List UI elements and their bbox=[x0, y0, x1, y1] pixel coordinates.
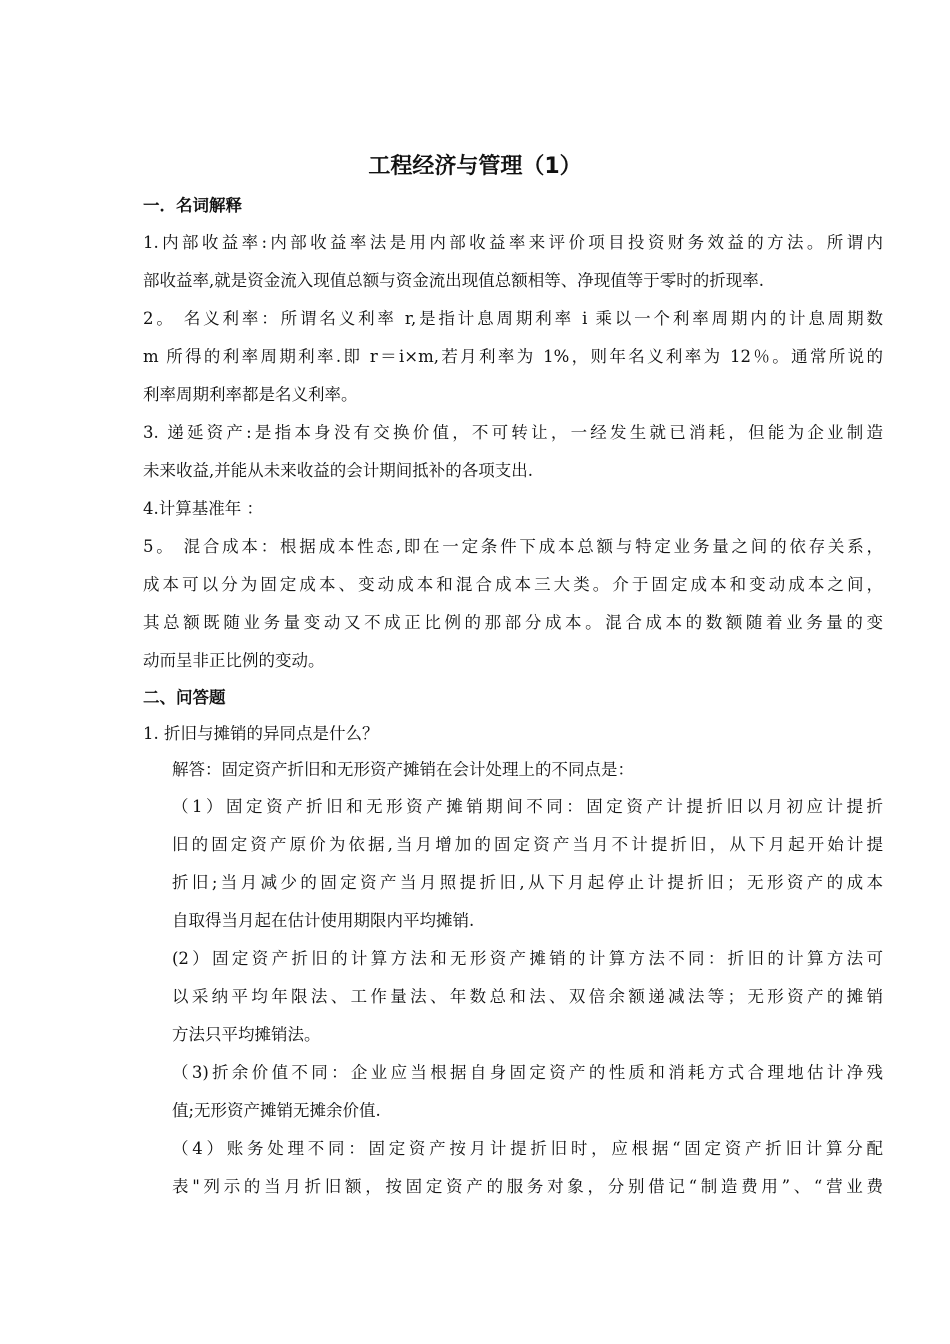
answer-line: 自取得当月起在估计使用期限内平均摊销. bbox=[172, 911, 475, 930]
answer-line: 以采纳平均年限法、工作量法、年数总和法、双倍余额递减法等；无形资产的摊销 bbox=[172, 987, 883, 1006]
answer-line: 旧的固定资产原价为依据,当月增加的固定资产当月不计提折旧，从下月起开始计提 bbox=[172, 835, 883, 854]
paragraph-line: 1.内部收益率:内部收益率法是用内部收益率来评价项目投资财务效益的方法。所谓内 bbox=[143, 233, 883, 252]
paragraph-line: 3. 递延资产:是指本身没有交换价值，不可转让，一经发生就已消耗，但能为企业制造 bbox=[143, 423, 883, 442]
paragraph-line: 4.计算基准年 ： bbox=[143, 499, 263, 518]
answer-intro-line: 解答：固定资产折旧和无形资产摊销在会计处理上的不同点是： bbox=[172, 760, 634, 779]
answer-line: （3)折余价值不同：企业应当根据自身固定资产的性质和消耗方式合理地估计净残 bbox=[172, 1063, 883, 1082]
section-heading-terms: 一．名词解释 bbox=[143, 196, 242, 215]
answer-line: (2）固定资产折旧的计算方法和无形资产摊销的计算方法不同：折旧的计算方法可 bbox=[172, 949, 883, 968]
document-body bbox=[143, 188, 883, 1206]
document-title: 工程经济与管理（1） bbox=[368, 154, 582, 179]
paragraph-line: 其总额既随业务量变动又不成正比例的那部分成本。混合成本的数额随着业务量的变 bbox=[143, 613, 883, 632]
paragraph-line: 部收益率,就是资金流入现值总额与资金流出现值总额相等、净现值等于零时的折现率. bbox=[143, 271, 764, 290]
answer-line: 方法只平均摊销法。 bbox=[172, 1025, 321, 1044]
paragraph-line: 未来收益,并能从未来收益的会计期间抵补的各项支出. bbox=[143, 461, 533, 480]
paragraph-line: 利率周期利率都是名义利率。 bbox=[143, 385, 358, 404]
paragraph-line: 5。 混合成本：根据成本性态,即在一定条件下成本总额与特定业务量之间的依存关系， bbox=[143, 537, 883, 556]
answer-line: （1）固定资产折旧和无形资产摊销期间不同：固定资产计提折旧以月初应计提折 bbox=[172, 797, 883, 816]
paragraph-line: 动而呈非正比例的变动。 bbox=[143, 651, 325, 670]
question-line: 1. 折旧与摊销的异同点是什么？ bbox=[143, 724, 379, 743]
answer-line: （4）账务处理不同：固定资产按月计提折旧时，应根据“固定资产折旧计算分配 bbox=[172, 1139, 883, 1158]
section-heading-qa: 二、问答题 bbox=[143, 688, 226, 707]
paragraph-line: 成本可以分为固定成本、变动成本和混合成本三大类。介于固定成本和变动成本之间， bbox=[143, 575, 883, 594]
answer-line: 值;无形资产摊销无摊余价值. bbox=[172, 1101, 381, 1120]
answer-line: 折旧;当月减少的固定资产当月照提折旧,从下月起停止计提折旧；无形资产的成本 bbox=[172, 873, 883, 892]
paragraph-line: 2。 名义利率：所谓名义利率 r,是指计息周期利率 i 乘以一个利率周期内的计息周期数 bbox=[143, 309, 883, 328]
paragraph-line: m 所得的利率周期利率.即 r＝i×m,若月利率为 1%，则年名义利率为 12％。通常所说的 bbox=[143, 347, 883, 366]
answer-line: 表"列示的当月折旧额，按固定资产的服务对象，分别借记“制造费用”、“营业费 bbox=[172, 1177, 883, 1196]
